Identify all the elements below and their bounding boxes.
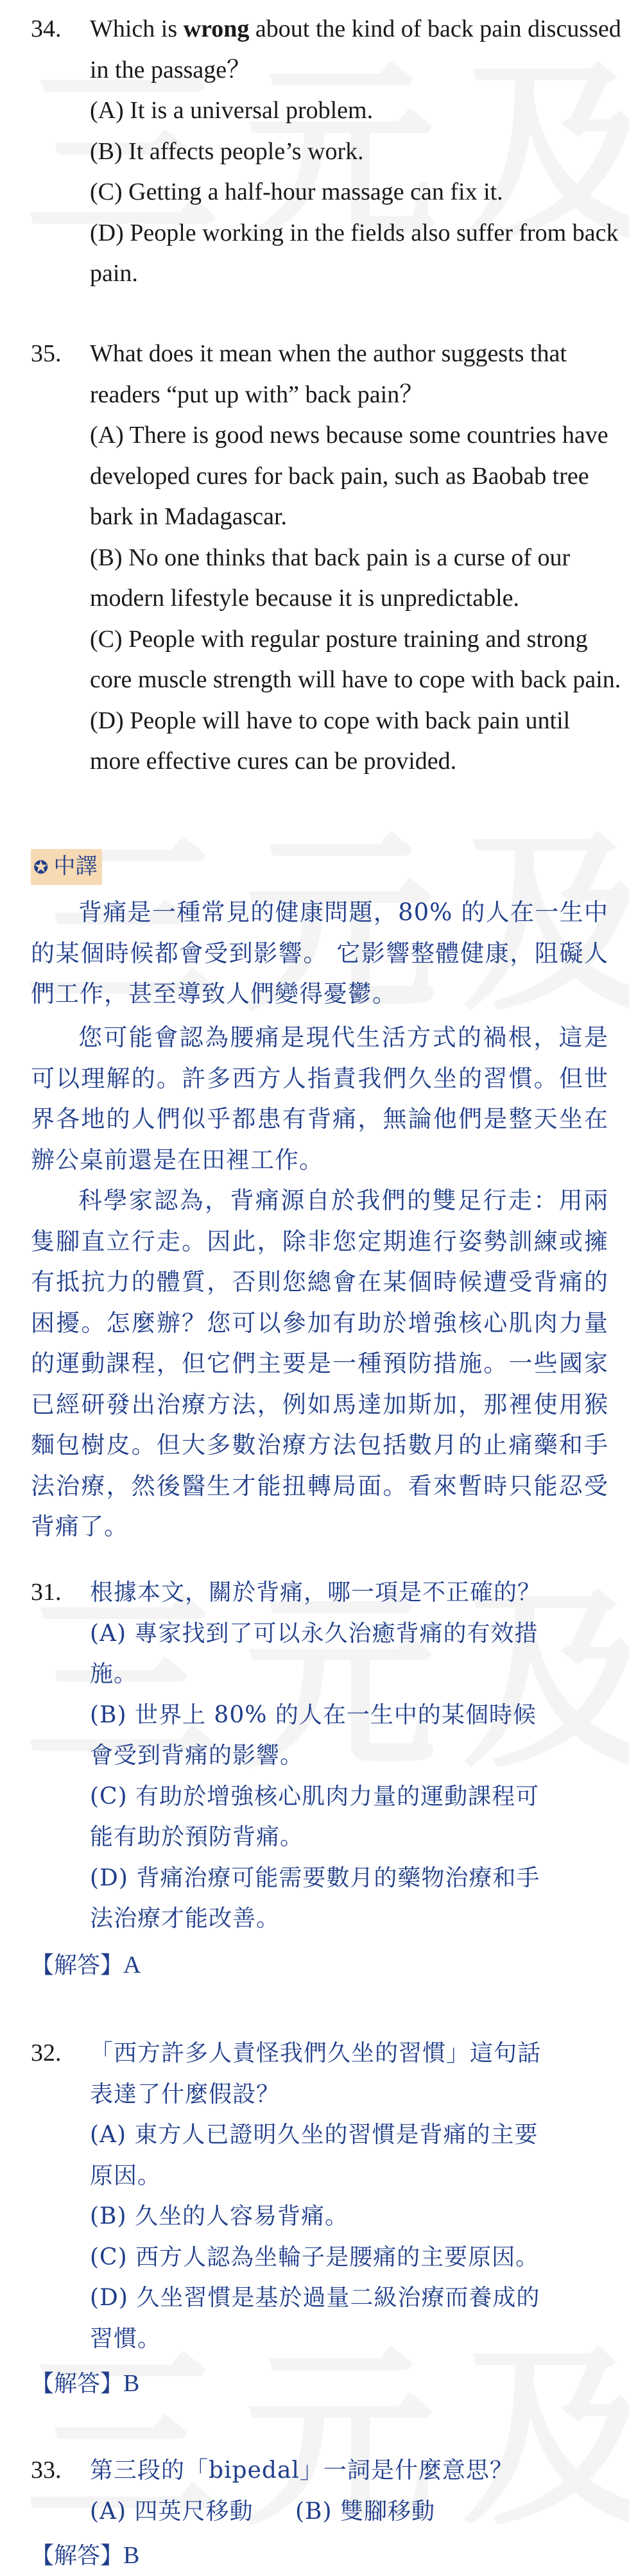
question-line: (B) 世界上 80% 的人在一生中的某個時候 [90,1701,537,1728]
option-a: (A) There is good news because some countries have developed cures for back pain, such as Baobab tree bark in Madagascar. [90,422,608,530]
translation-paragraph-1: 背痛是一種常見的健康問題，80% 的人在一生中的某個時候都會受到影響。 它影響整體健康，阻礙人們工作，甚至導致人們變得憂鬱。 [31,898,608,1008]
option-b: (B) No one thinks that back pain is a curse of our modern lifestyle because it is unpredictable. [90,544,571,612]
question-number: 34. [31,15,62,42]
translation-paragraph-2: 您可能會認為腰痛是現代生活方式的禍根，這是可以理解的。許多西方人指責我們久坐的習慣。但世界各地的人們似乎都患有背痛，無論他們是整天坐在辦公桌前還是在田裡工作。 [31,1024,608,1174]
question-line: 表達了什麼假設？ [90,2081,280,2108]
option-b: (B) 雙腳移動 [295,2498,435,2525]
question-number: 32. [31,2039,62,2066]
question-line: (D) 久坐習慣是基於過量二級治療而養成的 [90,2285,540,2311]
option-d: (D) People working in the fields also suffer from back pain. [90,219,619,287]
question-line: 能有助於預防背痛。 [90,1824,304,1850]
question-line: (A) 專家找到了可以永久治癒背痛的有效措 [90,1620,539,1647]
answer-32: 【解答】B [31,2370,140,2397]
question-stem: Which is wrong about the kind of back pain discussed in the passage？ [90,15,621,83]
question-number: 33. [31,2457,62,2484]
question-34 [31,9,621,295]
question-number: 35. [31,340,62,367]
option-b: (B) It affects people’s work. [90,137,364,165]
answer-31: 【解答】A [31,1952,141,1979]
question-line: 法治療才能改善。 [90,1905,280,1932]
question-line: 原因。 [90,2162,162,2189]
question-line: (D) 背痛治療可能需要數月的藥物治療和手 [90,1864,540,1891]
question-stem: 第三段的「bipedal」一詞是什麼意思？ [90,2457,513,2484]
zh-question-32 [31,2033,615,2359]
question-line: 「西方許多人責怪我們久坐的習慣」這句話 [90,2040,542,2066]
answer-33: 【解答】B [31,2542,140,2569]
option-a: (A) 四英尺移動 [90,2498,254,2525]
zh-question-31 [31,1572,615,1939]
option-c: (C) People with regular posture training and strong core muscle strength will have to cope with back pain. [90,625,621,693]
question-line: 會受到背痛的影響。 [90,1742,304,1769]
question-35 [31,334,621,782]
zh-question-33 [31,2450,615,2532]
question-stem: What does it mean when the author suggests that readers “put up with” back pain？ [90,340,567,408]
question-line: (A) 東方人已證明久坐的習慣是背痛的主要 [90,2122,539,2148]
question-line: (C) 西方人認為坐輪子是腰痛的主要原因。 [90,2244,540,2271]
question-number: 31. [31,1579,62,1606]
translation-paragraph-3: 科學家認為，背痛源自於我們的雙足行走：用兩隻腳直立行走。因此，除非您定期進行姿勢訓練或擁有抵抗力的體質，否則您總會在某個時候遭受背痛的困擾。怎麼辦？您可以參加有助於增強核心肌肉力量的運動課程，但它們主要是一種預防措施。一些國家已經研發出治療方法，例如馬達加斯加，那裡使用猴麵包樹皮。但大多數治療方法包括數月的止痛藥和手法治療，然後醫生才能扭轉局面。看來暫時只能忍受背痛了。 [31,1187,608,1540]
option-c: (C) Getting a half-hour massage can fix it. [90,178,503,205]
translation-heading-label: 中譯 [53,854,98,879]
question-line: 施。 [90,1661,138,1687]
question-line: 根據本文，關於背痛，哪一項是不正確的？ [90,1579,542,1606]
option-row [90,2491,615,2532]
star-icon: ✪ [33,857,49,878]
option-d: (D) People will have to cope with back pain until more effective cures can be provided. [90,707,571,775]
translation-heading [31,849,102,884]
question-line: (B) 久坐的人容易背痛。 [90,2203,349,2229]
question-line: (C) 有助於增強核心肌肉力量的運動課程可 [90,1783,540,1810]
option-a: (A) It is a universal problem. [90,97,374,124]
question-line: 習慣。 [90,2325,162,2352]
